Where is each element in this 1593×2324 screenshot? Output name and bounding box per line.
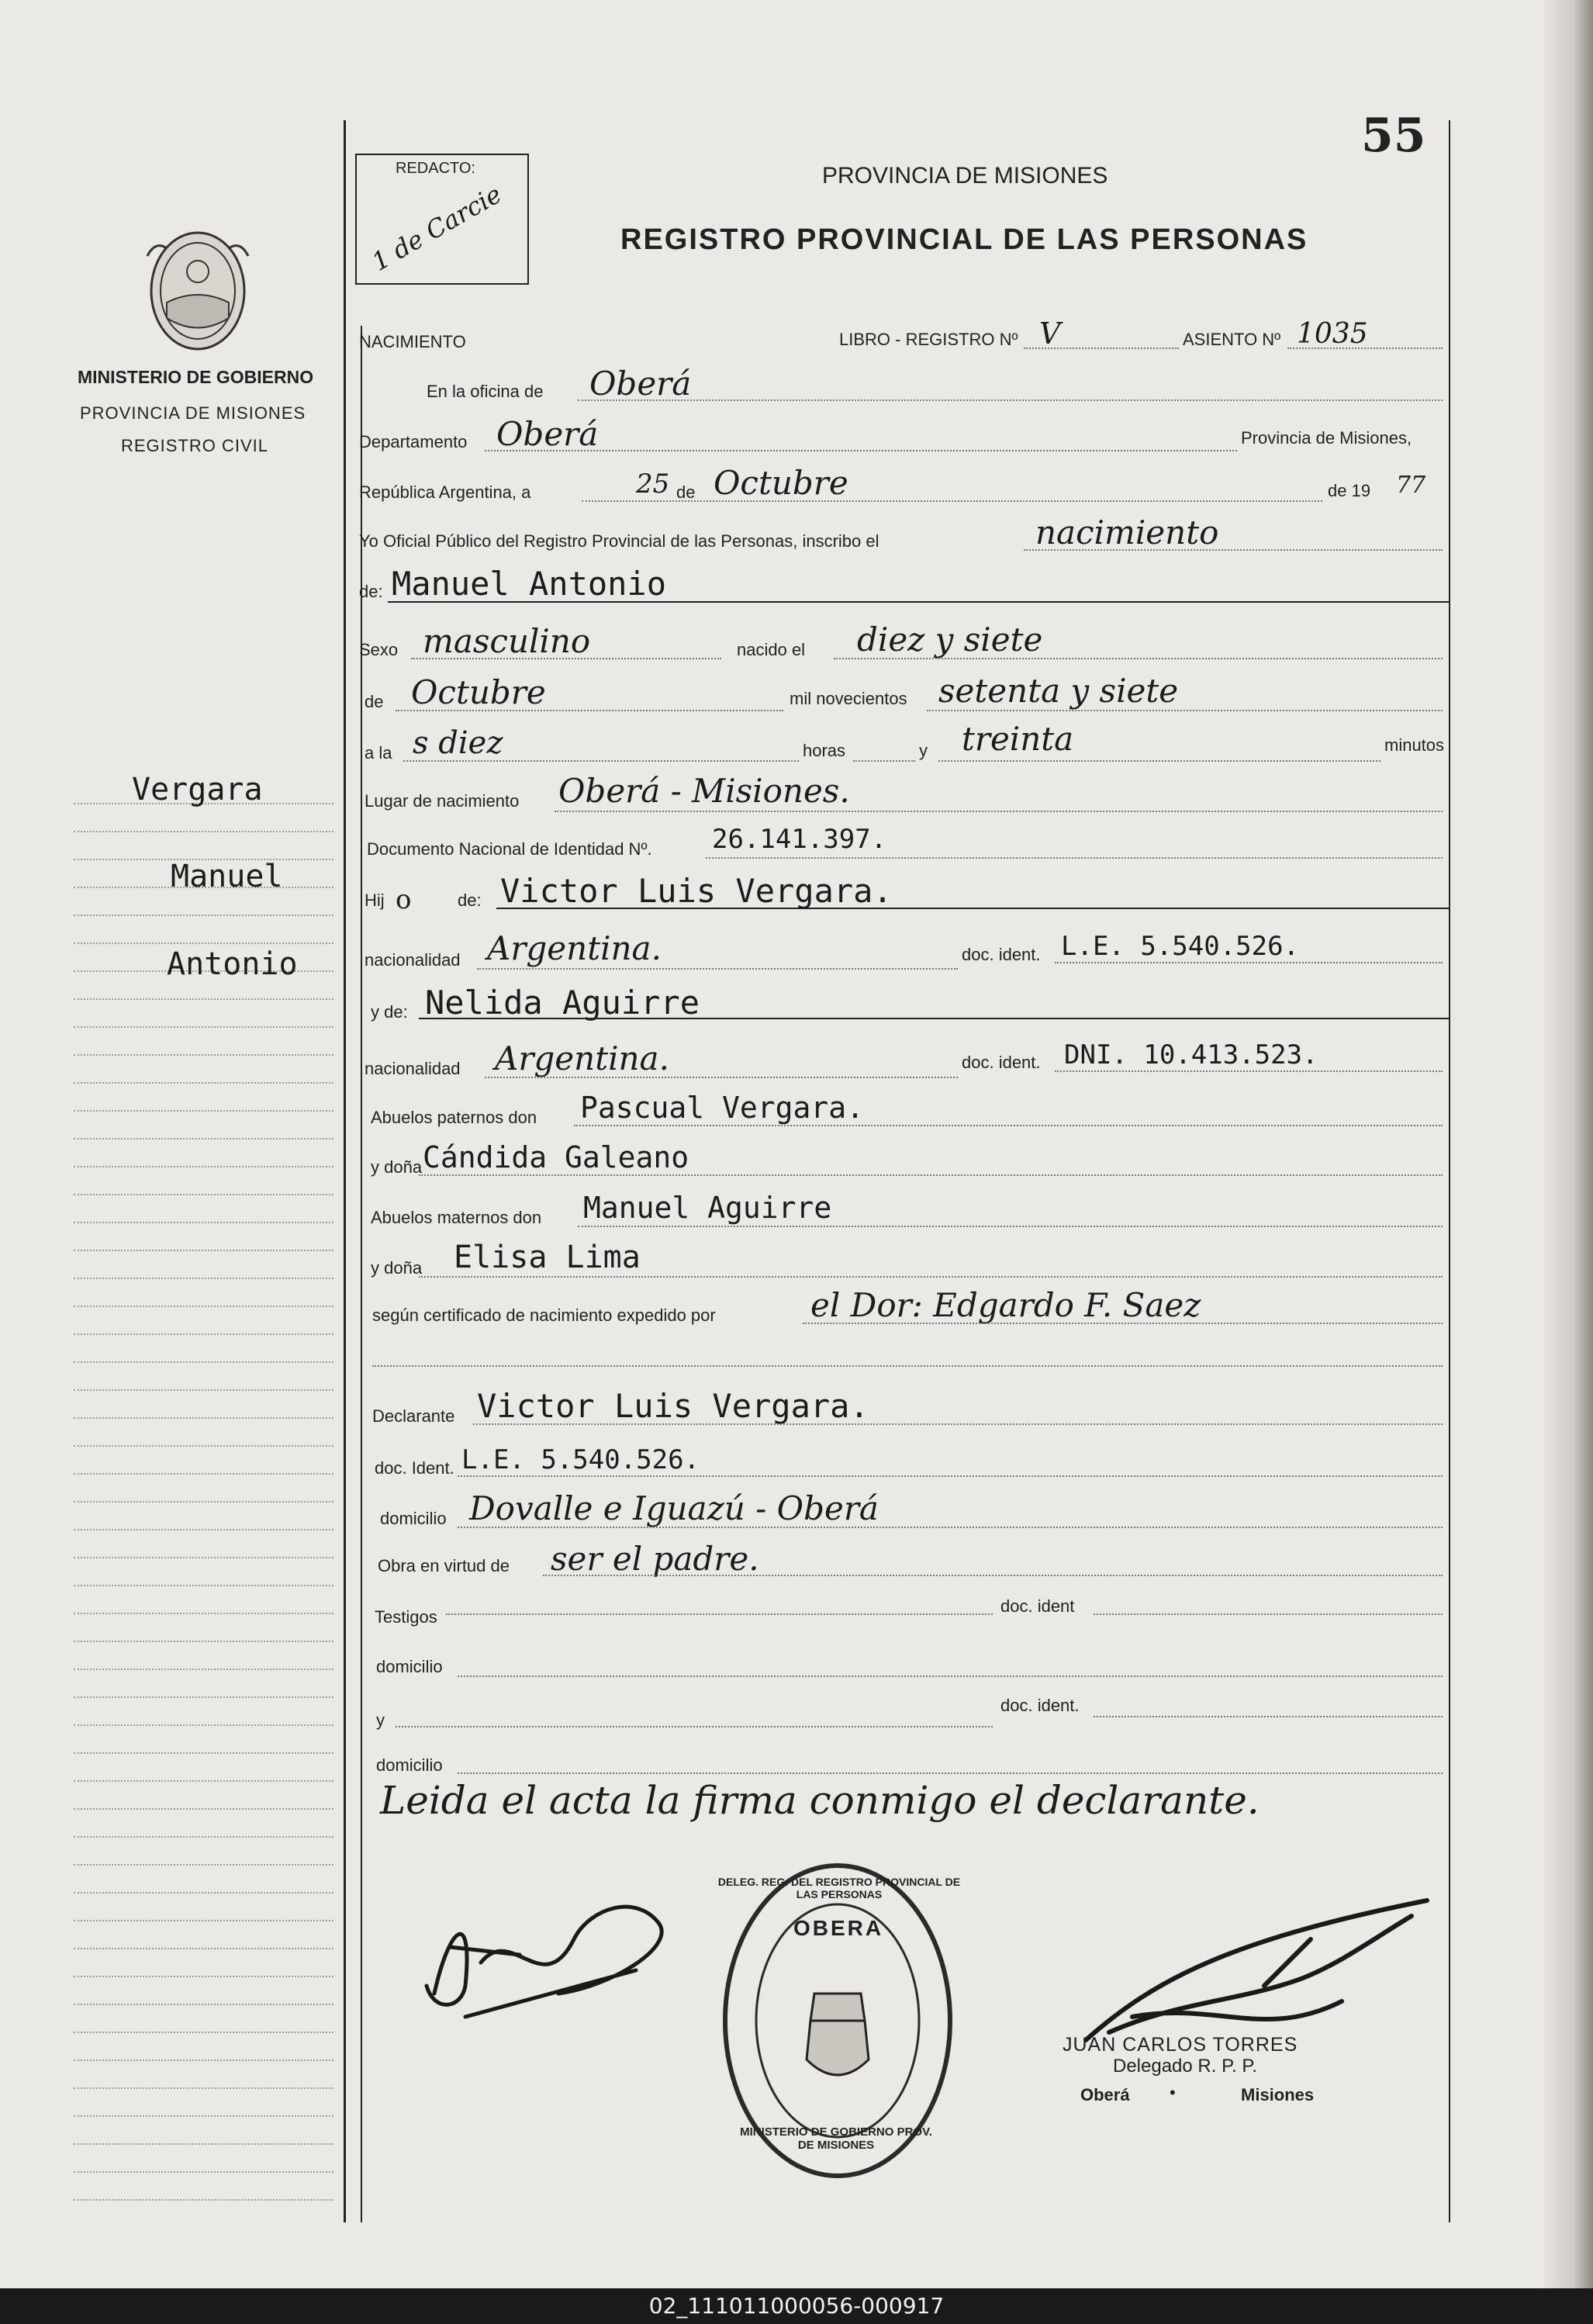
certificado-value: el Dor: Edgardo F. Saez xyxy=(810,1286,1201,1324)
margin-rule-line xyxy=(74,1278,333,1279)
doc-madre-line xyxy=(1055,1070,1443,1072)
fecha-line xyxy=(582,500,1322,502)
margin-rule-line xyxy=(74,1585,333,1586)
margin-rule-line xyxy=(74,1529,333,1530)
domicilio-label: domicilio xyxy=(380,1509,447,1528)
nac-madre-label: nacionalidad xyxy=(365,1059,461,1078)
domicilio-value: Dovalle e Iguazú - Oberá xyxy=(469,1489,879,1527)
doc-ident-value: L.E. 5.540.526. xyxy=(461,1444,700,1475)
redacto-box xyxy=(355,154,529,285)
margin-rule-line xyxy=(74,1780,333,1782)
hijo-de-label: de: xyxy=(458,891,482,910)
mil-label: mil novecientos xyxy=(790,689,907,708)
margin-rule-line xyxy=(74,831,333,832)
margin-rule-line xyxy=(74,2143,333,2145)
abuela-mat-line xyxy=(419,1276,1443,1278)
official-place1: Oberá xyxy=(1080,2085,1130,2104)
official-dash: • xyxy=(1170,2083,1176,2102)
official-name: JUAN CARLOS TORRES xyxy=(1063,2034,1298,2056)
margin-rule-line xyxy=(74,1110,333,1112)
margin-rule-line xyxy=(74,1976,333,1977)
domicilio2-label: domicilio xyxy=(376,1657,443,1676)
declarant-signature xyxy=(403,1877,682,2032)
departamento-suffix: Provincia de Misiones, xyxy=(1241,428,1412,448)
margin-rule-line xyxy=(74,1948,333,1949)
margin-rule-line xyxy=(74,942,333,944)
testigos-doc-line xyxy=(1094,1613,1443,1615)
certificado-line2 xyxy=(372,1365,1443,1367)
margin-rule-line xyxy=(74,2087,333,2089)
inner-border xyxy=(361,326,362,2222)
margin-rule-line xyxy=(74,2171,333,2173)
fecha-label: República Argentina, a xyxy=(359,482,531,502)
sexo-line xyxy=(411,658,721,659)
domicilio2-line xyxy=(458,1676,1443,1677)
testigos-line xyxy=(446,1613,993,1615)
dni-value: 26.141.397. xyxy=(712,824,887,855)
margin-rule-line xyxy=(74,1641,333,1642)
asiento-label: ASIENTO Nº xyxy=(1183,330,1281,349)
certificado-label: según certificado de nacimiento expedido por xyxy=(372,1306,716,1325)
de-mes-line xyxy=(396,710,783,711)
fecha-year: 77 xyxy=(1396,472,1426,499)
horas-line xyxy=(853,760,915,762)
margin-rule-line xyxy=(74,1166,333,1167)
margin-rule-line xyxy=(74,1138,333,1140)
domicilio3-label: domicilio xyxy=(376,1755,443,1775)
margin-rule-line xyxy=(74,1696,333,1698)
closing-text: Leida el acta la firma conmigo el declarante. xyxy=(380,1778,1260,1823)
declarante-label: Declarante xyxy=(372,1406,455,1426)
margin-rule-line xyxy=(74,2032,333,2033)
departamento-value: Oberá xyxy=(496,415,599,453)
abuela-mat-value: Elisa Lima xyxy=(454,1240,641,1275)
margin-rule-line xyxy=(74,1920,333,1921)
left-border xyxy=(344,120,346,2222)
declarante-line xyxy=(473,1423,1443,1425)
lugar-label: Lugar de nacimiento xyxy=(365,791,520,811)
dni-label: Documento Nacional de Identidad Nº. xyxy=(367,839,652,859)
page-number: 55 xyxy=(1361,109,1426,163)
lugar-line xyxy=(555,811,1443,812)
y-testigo-doc-line xyxy=(1094,1716,1443,1717)
oficina-label: En la oficina de xyxy=(427,382,544,401)
abuela-mat-label: y doña xyxy=(371,1258,423,1278)
margin-rule-line xyxy=(74,1333,333,1335)
horas-label: horas xyxy=(803,741,846,760)
act-type: NACIMIENTO xyxy=(359,332,466,351)
margin-rule-line xyxy=(74,1724,333,1726)
testigos-label: Testigos xyxy=(375,1607,437,1627)
abuelo-pat-line xyxy=(574,1125,1443,1126)
abuelo-mat-line xyxy=(578,1226,1443,1227)
asiento-value: 1035 xyxy=(1297,318,1368,350)
ministry-line2: PROVINCIA DE MISIONES xyxy=(80,403,306,423)
official-signature xyxy=(1063,1885,1450,2056)
nacido-label: nacido el xyxy=(737,640,806,659)
ministry-line1: MINISTERIO DE GOBIERNO xyxy=(78,367,314,387)
margin-rule-line xyxy=(74,2199,333,2201)
ministry-line3: REGISTRO CIVIL xyxy=(121,436,269,455)
inscribo-line xyxy=(1024,549,1443,551)
departamento-label: Departamento xyxy=(359,432,468,451)
nacido-line xyxy=(834,658,1443,659)
image-caption: 02_111011000056-000917 xyxy=(0,2288,1593,2324)
obra-value: ser el padre. xyxy=(551,1540,759,1578)
de-mes-label: de xyxy=(365,692,384,711)
inscribo-value: nacimiento xyxy=(1035,514,1219,552)
hora-line xyxy=(403,760,799,762)
margin-name-second: Antonio xyxy=(167,946,298,982)
page-edge xyxy=(1543,0,1593,2288)
doc-ident-label: doc. Ident. xyxy=(375,1458,454,1478)
testigos-doc-label: doc. ident xyxy=(1000,1596,1075,1616)
horas-y-label: y xyxy=(919,741,928,760)
inscribo-label: Yo Oficial Público del Registro Provincial de las Personas, inscribo el xyxy=(359,531,879,551)
margin-rule-line xyxy=(74,1026,333,1028)
oficina-value: Oberá xyxy=(589,365,692,403)
abuela-pat-line xyxy=(419,1174,1443,1176)
hora-label: a la xyxy=(365,743,392,763)
margin-rule-line xyxy=(74,1361,333,1363)
de-name-line xyxy=(388,601,1450,603)
margin-rule-line xyxy=(74,1194,333,1195)
margin-rule-line xyxy=(74,1836,333,1838)
departamento-line xyxy=(485,450,1237,451)
margin-rule-line xyxy=(74,998,333,1000)
sexo-value: masculino xyxy=(423,622,591,660)
domicilio-line xyxy=(458,1527,1443,1528)
margin-rule-line xyxy=(74,2115,333,2117)
fecha-year-label: de 19 xyxy=(1328,481,1371,500)
sexo-label: Sexo xyxy=(359,640,399,659)
margin-rule-line xyxy=(74,1445,333,1447)
fecha-de-label: de xyxy=(676,482,696,502)
margin-rule-line xyxy=(74,1864,333,1866)
margin-rule-line xyxy=(74,1669,333,1670)
libro-underline xyxy=(1024,348,1179,349)
y-testigo-label: y xyxy=(376,1710,385,1730)
hijo-line xyxy=(496,908,1450,909)
abuelo-mat-label: Abuelos maternos don xyxy=(371,1208,542,1227)
abuelo-pat-value: Pascual Vergara. xyxy=(580,1091,865,1125)
redacto-label: REDACTO: xyxy=(396,160,475,177)
hijo-value: Victor Luis Vergara. xyxy=(500,872,893,910)
obra-line xyxy=(543,1575,1443,1576)
margin-rule-line xyxy=(74,2004,333,2005)
oficina-line xyxy=(578,399,1443,401)
madre-label: y de: xyxy=(371,1002,408,1022)
margin-rule-line xyxy=(74,1892,333,1893)
y-testigo-doc-label: doc. ident. xyxy=(1000,1696,1080,1715)
margin-name-first: Manuel xyxy=(171,859,283,894)
minutos-line xyxy=(938,760,1380,762)
mil-line xyxy=(927,710,1443,711)
hijo-suffix: o xyxy=(396,884,412,915)
margin-rule-line xyxy=(74,2059,333,2061)
official-title: Delegado R. P. P. xyxy=(1113,2056,1257,2077)
minutos-value: treinta xyxy=(962,720,1074,758)
y-testigo-line xyxy=(396,1726,993,1727)
abuelo-pat-label: Abuelos paternos don xyxy=(371,1108,537,1127)
margin-rule-line xyxy=(74,915,333,916)
nac-madre-line xyxy=(485,1077,958,1078)
domicilio3-line xyxy=(458,1772,1443,1774)
dni-line xyxy=(706,857,1443,859)
margin-rule-line xyxy=(74,1082,333,1084)
libro-label: LIBRO - REGISTRO Nº xyxy=(839,330,1018,349)
stamp-top: OBERA xyxy=(793,1916,884,1940)
margin-rule-line xyxy=(74,1389,333,1391)
lugar-value: Oberá - Misiones. xyxy=(558,772,850,810)
de-mes-value: Octubre xyxy=(411,673,546,711)
stamp-ring: DELEG. REG. DEL REGISTRO PROVINCIAL DE LAS PERSONAS xyxy=(717,1876,961,1900)
margin-rule-line xyxy=(74,1752,333,1754)
margin-rule-line xyxy=(74,1501,333,1503)
nacido-value: diez y siete xyxy=(857,621,1043,659)
abuela-pat-value: Cándida Galeano xyxy=(423,1140,689,1174)
margin-rule-line xyxy=(74,1250,333,1251)
abuela-pat-label: y doña xyxy=(371,1157,423,1177)
madre-value: Nelida Aguirre xyxy=(425,984,700,1022)
hora-value: s diez xyxy=(413,725,503,761)
doc-ident-line xyxy=(458,1475,1443,1477)
header-province: PROVINCIA DE MISIONES xyxy=(822,163,1108,188)
doc-padre-label: doc. ident. xyxy=(962,945,1041,964)
hijo-label: Hij xyxy=(365,891,385,910)
de-name-label: de: xyxy=(359,582,383,601)
certificado-line xyxy=(803,1323,1443,1324)
obra-label: Obra en virtud de xyxy=(378,1556,510,1575)
margin-rule-line xyxy=(74,1222,333,1223)
margin-rule-line xyxy=(74,1808,333,1810)
fecha-day: 25 xyxy=(636,469,670,500)
margin-rule-line xyxy=(74,1417,333,1419)
libro-value: V xyxy=(1039,316,1061,351)
doc-madre-label: doc. ident. xyxy=(962,1053,1041,1072)
nac-madre-value: Argentina. xyxy=(495,1039,669,1077)
doc-padre-line xyxy=(1055,962,1443,963)
margin-rule-line xyxy=(74,1306,333,1307)
asiento-underline xyxy=(1287,348,1443,349)
header-registry: REGISTRO PROVINCIAL DE LAS PERSONAS xyxy=(620,223,1308,256)
doc-padre-value: L.E. 5.540.526. xyxy=(1061,931,1300,962)
margin-rule-line xyxy=(74,1557,333,1558)
margin-name-surname: Vergara xyxy=(132,772,263,808)
madre-line xyxy=(419,1018,1450,1019)
margin-rule-line xyxy=(74,1613,333,1614)
official-place2: Misiones xyxy=(1241,2085,1315,2104)
margin-rule-line xyxy=(74,1054,333,1056)
province-coat-of-arms xyxy=(140,225,256,357)
abuelo-mat-value: Manuel Aguirre xyxy=(583,1191,832,1225)
nac-padre-label: nacionalidad xyxy=(365,950,461,970)
doc-madre-value: DNI. 10.413.523. xyxy=(1064,1039,1318,1070)
nac-padre-line xyxy=(477,968,958,970)
margin-rule-line xyxy=(74,1473,333,1475)
fecha-month: Octubre xyxy=(714,464,848,502)
stamp-bottom: MINISTERIO DE GOBIERNO PROV. DE MISIONES xyxy=(740,2125,932,2152)
mil-value: setenta y siete xyxy=(938,672,1179,710)
de-name-value: Manuel Antonio xyxy=(392,565,667,603)
minutos-label: minutos xyxy=(1384,735,1445,755)
nac-padre-value: Argentina. xyxy=(487,929,662,967)
redacto-value: 1 de Carcie xyxy=(366,179,507,277)
declarante-value: Victor Luis Vergara. xyxy=(477,1387,869,1425)
